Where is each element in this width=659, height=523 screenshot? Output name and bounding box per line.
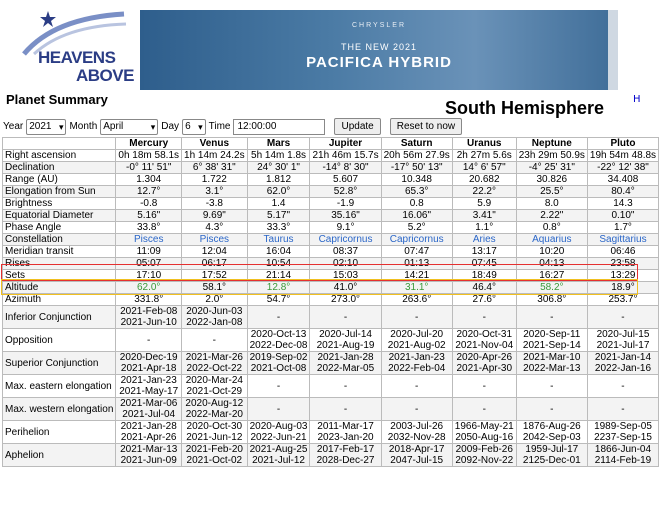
table-row (3, 162, 659, 174)
table-cell: 2003-Jul-26 2032-Nov-28 (381, 421, 452, 444)
table-cell: 2020-Oct-13 2022-Dec-08 (247, 329, 310, 352)
table-cell: 0h 18m 58.1s (116, 150, 182, 162)
table-cell: 12:04 (182, 246, 248, 258)
table-cell: 2021-Jan-23 2022-Feb-04 (381, 352, 452, 375)
row-label: Opposition (3, 329, 116, 352)
table-row (3, 294, 659, 306)
table-cell: 2020-Jul-15 2021-Jul-17 (587, 329, 658, 352)
table-cell: 1.1° (452, 222, 516, 234)
table-cell: 2020-Jun-03 2022-Jan-08 (182, 306, 248, 329)
header-jupiter: Jupiter (310, 138, 381, 150)
table-cell: 06:17 (182, 258, 248, 270)
table-cell: 2009-Feb-26 2092-Nov-22 (452, 444, 516, 467)
table-cell: Sagittarius (587, 234, 658, 246)
table-cell: 80.4° (587, 186, 658, 198)
table-cell: 5.607 (310, 174, 381, 186)
table-cell: 18.9° (587, 282, 658, 294)
table-cell: - (587, 306, 658, 329)
table-cell: 21h 46m 15.7s (310, 150, 381, 162)
table-cell: 5.16" (116, 210, 182, 222)
row-label: Brightness (3, 198, 116, 210)
table-cell: 15:03 (310, 270, 381, 282)
year-select[interactable]: 2021 ▾ (26, 119, 66, 135)
table-cell: -3.8 (182, 198, 248, 210)
table-cell: - (310, 306, 381, 329)
table-cell: Capricornus (381, 234, 452, 246)
table-cell: -17° 50' 13" (381, 162, 452, 174)
table-cell: 58.1° (182, 282, 248, 294)
table-cell: 9.69" (182, 210, 248, 222)
table-cell: 1.304 (116, 174, 182, 186)
update-button[interactable]: Update (334, 118, 380, 135)
header-saturn: Saturn (381, 138, 452, 150)
table-cell: 2017-Feb-17 2028-Dec-27 (310, 444, 381, 467)
table-cell: 1h 14m 24.2s (182, 150, 248, 162)
table-cell: 52.8° (310, 186, 381, 198)
table-cell: 16:27 (516, 270, 587, 282)
row-label: Azimuth (3, 294, 116, 306)
table-cell: 21:14 (247, 270, 310, 282)
header-pluto: Pluto (587, 138, 658, 150)
logo-text-above: ABOVE (76, 66, 134, 85)
table-cell: 06:46 (587, 246, 658, 258)
table-cell: - (516, 375, 587, 398)
table-cell: 5h 14m 1.8s (247, 150, 310, 162)
table-cell: 33.3° (247, 222, 310, 234)
table-cell: 65.3° (381, 186, 452, 198)
row-label: Aphelion (3, 444, 116, 467)
table-cell: 46.4° (452, 282, 516, 294)
table-cell: 25.5° (516, 186, 587, 198)
table-cell: Taurus (247, 234, 310, 246)
table-cell: -14° 8' 30" (310, 162, 381, 174)
table-cell: 2021-Jan-14 2022-Jan-16 (587, 352, 658, 375)
table-cell: 34.408 (587, 174, 658, 186)
table-cell: 2018-Apr-17 2047-Jul-15 (381, 444, 452, 467)
table-row (3, 375, 659, 398)
table-cell: - (310, 375, 381, 398)
table-cell: 22.2° (452, 186, 516, 198)
logo-text-heavens: HEAVENS (38, 48, 116, 67)
planet-summary-table (2, 137, 659, 467)
table-cell: -0° 11' 51" (116, 162, 182, 174)
table-cell: Pisces (182, 234, 248, 246)
table-cell: 2011-Mar-17 2023-Jan-20 (310, 421, 381, 444)
row-label: Phase Angle (3, 222, 116, 234)
table-cell: 1.812 (247, 174, 310, 186)
time-input[interactable]: 12:00:00 (233, 119, 325, 135)
row-label: Declination (3, 162, 116, 174)
table-cell: 11:09 (116, 246, 182, 258)
table-row (3, 246, 659, 258)
year-label: Year (3, 121, 24, 132)
table-cell: Capricornus (310, 234, 381, 246)
table-cell: 33.8° (116, 222, 182, 234)
table-cell: 13:17 (452, 246, 516, 258)
table-cell: 27.6° (452, 294, 516, 306)
table-cell: - (116, 329, 182, 352)
table-cell: 2.0° (182, 294, 248, 306)
advert-banner[interactable] (140, 10, 618, 90)
table-cell: 31.1° (381, 282, 452, 294)
table-cell: 30.826 (516, 174, 587, 186)
table-row (3, 234, 659, 246)
table-cell: 23:58 (587, 258, 658, 270)
row-label: Superior Conjunction (3, 352, 116, 375)
table-cell: 2021-Mar-26 2022-Oct-22 (182, 352, 248, 375)
table-cell: 2021-Mar-06 2021-Jul-04 (116, 398, 182, 421)
table-cell: 306.8° (516, 294, 587, 306)
table-cell: - (516, 398, 587, 421)
table-cell: Aries (452, 234, 516, 246)
table-cell: 20.682 (452, 174, 516, 186)
table-cell: 2020-Apr-26 2021-Apr-30 (452, 352, 516, 375)
table-cell: 54.7° (247, 294, 310, 306)
table-cell: 35.16" (310, 210, 381, 222)
table-cell: 10:54 (247, 258, 310, 270)
table-cell: 2.22" (516, 210, 587, 222)
table-cell: 17:10 (116, 270, 182, 282)
table-cell: - (310, 398, 381, 421)
table-cell: 2021-Mar-10 2022-Mar-13 (516, 352, 587, 375)
table-cell: 2021-Aug-25 2021-Jul-12 (247, 444, 310, 467)
row-label: Max. western elongation (3, 398, 116, 421)
table-row (3, 174, 659, 186)
table-cell: 253.7° (587, 294, 658, 306)
table-cell: 16:04 (247, 246, 310, 258)
table-cell: 13:29 (587, 270, 658, 282)
table-cell: 2020-Oct-31 2021-Nov-04 (452, 329, 516, 352)
row-label: Elongation from Sun (3, 186, 116, 198)
table-cell: 16.06" (381, 210, 452, 222)
table-cell: 0.8° (516, 222, 587, 234)
table-cell: 2020-Jul-14 2021-Aug-19 (310, 329, 381, 352)
table-cell: - (247, 375, 310, 398)
table-cell: -4° 25' 31" (516, 162, 587, 174)
table-cell: 20h 56m 27.9s (381, 150, 452, 162)
table-cell: 2021-Jan-28 2021-Apr-26 (116, 421, 182, 444)
table-cell: - (587, 375, 658, 398)
table-cell: 2019-Sep-02 2021-Oct-08 (247, 352, 310, 375)
table-cell: 273.0° (310, 294, 381, 306)
reset-to-now-button[interactable]: Reset to now (390, 118, 462, 135)
table-cell: 0.8 (381, 198, 452, 210)
table-cell: - (182, 329, 248, 352)
table-cell: - (247, 398, 310, 421)
ad-product: PACIFICA HYBRID (306, 54, 452, 71)
table-cell: 02:10 (310, 258, 381, 270)
table-cell: - (381, 375, 452, 398)
row-label: Constellation (3, 234, 116, 246)
table-cell: 2021-Feb-08 2021-Jun-10 (116, 306, 182, 329)
row-label: Max. eastern elongation (3, 375, 116, 398)
table-cell: 3.1° (182, 186, 248, 198)
table-row (3, 186, 659, 198)
row-label: Altitude (3, 282, 116, 294)
table-cell: 12.7° (116, 186, 182, 198)
table-cell: 41.0° (310, 282, 381, 294)
heavens-above-logo[interactable] (4, 8, 132, 86)
table-cell: Pisces (116, 234, 182, 246)
table-cell: 10.348 (381, 174, 452, 186)
table-cell: 9.1° (310, 222, 381, 234)
table-cell: 1876-Aug-26 2042-Sep-03 (516, 421, 587, 444)
table-cell: 2021-Feb-20 2021-Oct-02 (182, 444, 248, 467)
table-cell: 62.0° (247, 186, 310, 198)
day-label: Day (161, 121, 180, 132)
table-cell: 3.41" (452, 210, 516, 222)
table-row (3, 444, 659, 467)
table-cell: 07:45 (452, 258, 516, 270)
rises-highlight (1, 279, 638, 295)
table-cell: 07:47 (381, 246, 452, 258)
table-cell: -0.8 (116, 198, 182, 210)
table-row (3, 352, 659, 375)
table-row (3, 306, 659, 329)
table-cell: 0.10" (587, 210, 658, 222)
row-label: Inferior Conjunction (3, 306, 116, 329)
table-cell: 2020-Aug-03 2022-Jun-21 (247, 421, 310, 444)
table-cell: 2020-Jul-20 2021-Aug-02 (381, 329, 452, 352)
table-cell: 5.17" (247, 210, 310, 222)
table-cell: 263.6° (381, 294, 452, 306)
row-label: Equatorial Diameter (3, 210, 116, 222)
table-cell: - (452, 306, 516, 329)
table-cell: 5.2° (381, 222, 452, 234)
day-select[interactable]: 6 ▾ (182, 119, 206, 135)
table-cell: 01:13 (381, 258, 452, 270)
table-cell: 05:07 (116, 258, 182, 270)
table-cell: 14° 6' 57" (452, 162, 516, 174)
table-row (3, 329, 659, 352)
row-label: Perihelion (3, 421, 116, 444)
header-venus: Venus (182, 138, 248, 150)
table-cell: - (516, 306, 587, 329)
table-cell: 5.9 (452, 198, 516, 210)
row-label: Right ascension (3, 150, 116, 162)
table-cell: 2020-Dec-19 2021-Apr-18 (116, 352, 182, 375)
table-cell: 1.7° (587, 222, 658, 234)
row-label: Range (AU) (3, 174, 116, 186)
header-uranus: Uranus (452, 138, 516, 150)
table-cell: 23h 29m 50.9s (516, 150, 587, 162)
table-cell: 2021-Jan-28 2022-Mar-05 (310, 352, 381, 375)
table-cell: 2020-Oct-30 2021-Jun-12 (182, 421, 248, 444)
table-cell: 4.3° (182, 222, 248, 234)
table-cell: - (452, 398, 516, 421)
table-cell: 24° 30' 1" (247, 162, 310, 174)
table-cell: 19h 54m 48.8s (587, 150, 658, 162)
table-cell: 2020-Aug-12 2022-Mar-20 (182, 398, 248, 421)
table-cell: 1.4 (247, 198, 310, 210)
table-row (3, 421, 659, 444)
table-cell: 04:13 (516, 258, 587, 270)
table-cell: 2020-Sep-11 2021-Sep-14 (516, 329, 587, 352)
row-label: Meridian transit (3, 246, 116, 258)
row-label: Rises (3, 258, 116, 270)
ad-scrollbar[interactable] (608, 10, 618, 90)
table-cell: 2020-Mar-24 2021-Oct-29 (182, 375, 248, 398)
time-label: Time (208, 121, 231, 132)
header-mars: Mars (247, 138, 310, 150)
table-row (3, 398, 659, 421)
table-row (3, 210, 659, 222)
ad-headline: THE NEW 2021 (340, 42, 418, 52)
table-cell: - (381, 306, 452, 329)
table-cell: 1959-Jul-17 2125-Dec-01 (516, 444, 587, 467)
table-cell: 18:49 (452, 270, 516, 282)
table-cell: 12.8° (247, 282, 310, 294)
table-cell: - (247, 306, 310, 329)
table-cell: Aquarius (516, 234, 587, 246)
date-controls (3, 118, 462, 135)
table-row (3, 198, 659, 210)
header-mercury: Mercury (116, 138, 182, 150)
table-cell: 58.2° (516, 282, 587, 294)
table-cell: 10:20 (516, 246, 587, 258)
table-cell: 1866-Jun-04 2114-Feb-19 (587, 444, 658, 467)
table-cell: 6° 38' 31" (182, 162, 248, 174)
table-row (3, 222, 659, 234)
table-cell: 1.722 (182, 174, 248, 186)
hemisphere-label: South Hemisphere (445, 98, 605, 118)
table-cell: 14.3 (587, 198, 658, 210)
table-cell: 1989-Sep-05 2237-Sep-15 (587, 421, 658, 444)
ad-brand: CHRYSLER (352, 22, 406, 29)
header-corner (3, 138, 116, 150)
table-cell: 14:21 (381, 270, 452, 282)
help-link[interactable]: H (633, 94, 641, 105)
table-cell: - (452, 375, 516, 398)
month-label: Month (69, 121, 98, 132)
month-select[interactable]: April ▾ (100, 119, 158, 135)
table-cell: - (381, 398, 452, 421)
table-cell: 08:37 (310, 246, 381, 258)
page-title: Planet Summary (6, 92, 108, 107)
table-cell: - (587, 398, 658, 421)
table-cell: 17:52 (182, 270, 248, 282)
table-cell: -1.9 (310, 198, 381, 210)
header-neptune: Neptune (516, 138, 587, 150)
table-cell: 1966-May-21 2050-Aug-16 (452, 421, 516, 444)
table-cell: 2021-Mar-13 2021-Jun-09 (116, 444, 182, 467)
table-cell: 62.0° (116, 282, 182, 294)
table-cell: 2021-Jan-23 2021-May-17 (116, 375, 182, 398)
row-label: Sets (3, 270, 116, 282)
table-row (3, 150, 659, 162)
table-cell: 2h 27m 5.6s (452, 150, 516, 162)
table-cell: -22° 12' 38" (587, 162, 658, 174)
table-cell: 8.0 (516, 198, 587, 210)
table-cell: 331.8° (116, 294, 182, 306)
